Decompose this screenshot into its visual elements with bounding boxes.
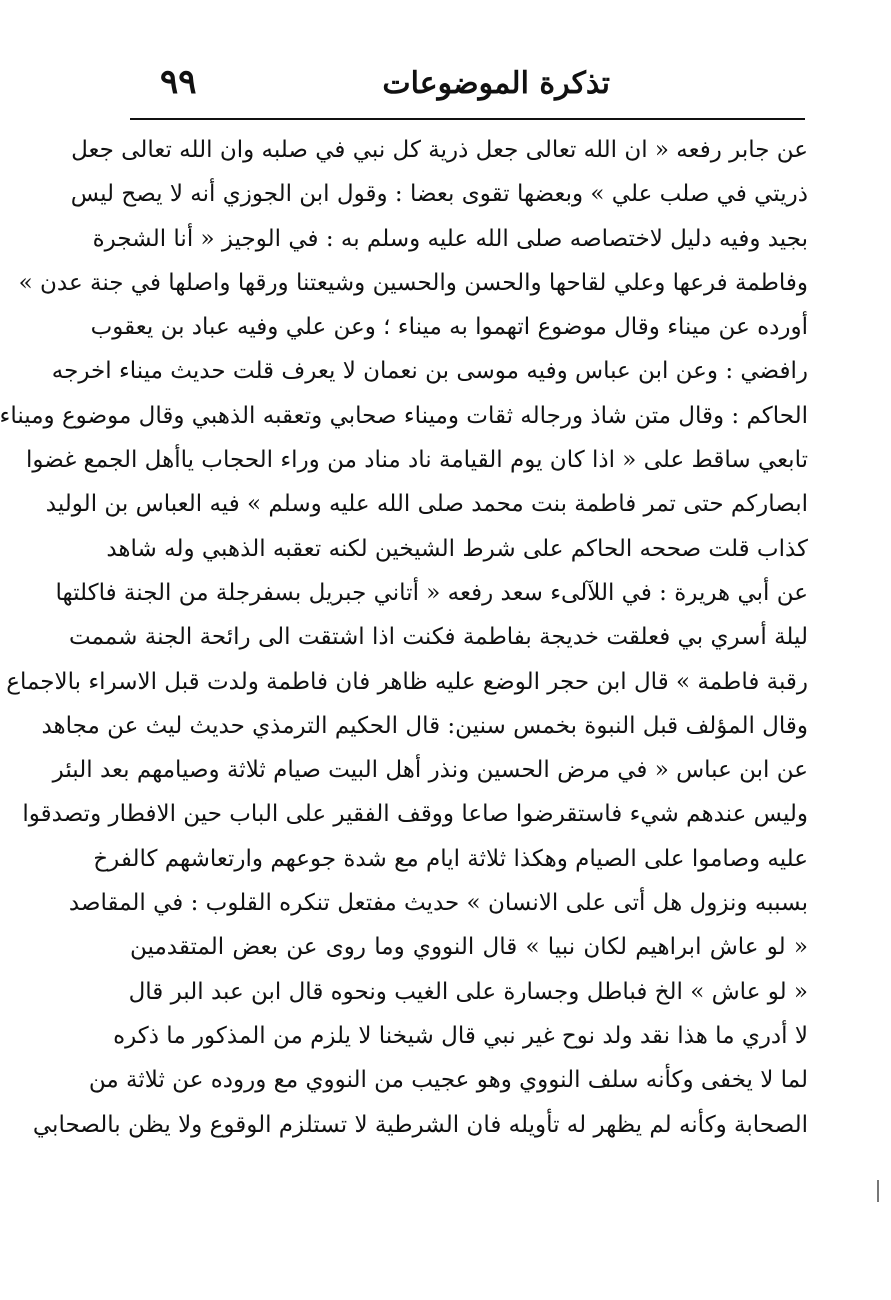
running-title: تذكرة الموضوعات <box>382 66 610 101</box>
text-line: كذاب قلت صححه الحاكم على شرط الشيخين لكنه تعقبه الذهبي وله شاهد <box>106 535 808 562</box>
page-header <box>130 62 810 112</box>
text-line: ذريتي في صلب علي » وبعضها تقوى بعضا : وقول ابن الجوزي أنه لا يصح ليس <box>70 181 808 208</box>
text-line: بجيد وفيه دليل لاختصاصه صلى الله عليه وسلم به : في الوجيز « أنا الشجرة <box>92 225 808 252</box>
text-line: أورده عن ميناء وقال موضوع اتهموا به ميناء ؛ وعن علي وفيه عباد بن يعقوب <box>90 314 808 341</box>
header-divider <box>130 118 805 120</box>
text-line: عن أبي هريرة : في اللآلىء سعد رفعه « أتاني جبريل بسفرجلة من الجنة فاكلتها <box>55 579 808 606</box>
text-line: « لو عاش ابراهيم لكان نبيا » قال النووي وما روى عن بعض المتقدمين <box>130 934 808 961</box>
text-line: وليس عندهم شيء فاستقرضوا صاعا ووقف الفقير على الباب حين الافطار وتصدقوا <box>22 801 808 828</box>
text-line: وقال المؤلف قبل النبوة بخمس سنين: قال الحكيم الترمذي حديث ليث عن مجاهد <box>41 712 808 739</box>
text-line: الصحابة وكأنه لم يظهر له تأويله فان الشرطية لا تستلزم الوقوع ولا يظن بالصحابي <box>32 1111 808 1138</box>
text-line: « لو عاش » الخ فباطل وجسارة على الغيب ونحوه قال ابن عبد البر قال <box>128 978 808 1005</box>
text-line: بسببه ونزول هل أتى على الانسان » حديث مفتعل تنكره القلوب : في المقاصد <box>68 890 808 917</box>
text-line: تابعي ساقط على « اذا كان يوم القيامة ناد مناد من وراء الحجاب ياأهل الجمع غضوا <box>26 447 808 474</box>
text-line: عليه وصاموا على الصيام وهكذا ثلاثة ايام مع شدة جوعهم وارتعاشهم كالفرخ <box>93 845 808 872</box>
text-line: ابصاركم حتى تمر فاطمة بنت محمد صلى الله عليه وسلم » فيه العباس بن الوليد <box>45 491 808 518</box>
text-line: ليلة أسري بي فعلقت خديجة بفاطمة فكنت اذا اشتقت الى رائحة الجنة شممت <box>69 624 808 651</box>
text-line: عن ابن عباس « في مرض الحسين ونذر أهل البيت صيام ثلاثة وصيامهم بعد البئر <box>52 757 808 784</box>
text-line: الحاكم : وقال متن شاذ ورجاله ثقات وميناء صحابي وتعقبه الذهبي وقال موضوع وميناء <box>0 402 808 429</box>
text-line: عن جابر رفعه « ان الله تعالى جعل ذرية كل نبي في صلبه وان الله تعالى جعل <box>71 137 808 163</box>
page-number: ٩٩ <box>160 62 197 102</box>
text-line: رافضي : وعن ابن عباس وفيه موسى بن نعمان لا يعرف قلت حديث ميناء اخرجه <box>51 358 808 385</box>
text-line: رقبة فاطمة » قال ابن حجر الوضع عليه ظاهر فان فاطمة ولدت قبل الاسراء بالاجماع <box>6 668 808 695</box>
text-line: وفاطمة فرعها وعلي لقاحها والحسن والحسين وشيعتنا ورقها واصلها في جنة عدن » <box>18 269 808 296</box>
text-line: لا أدري ما هذا نقد ولد نوح غير نبي قال شيخنا لا يلزم من المذكور ما ذكره <box>113 1022 808 1049</box>
scan-margin-mark <box>877 1180 879 1202</box>
body-text <box>0 128 808 1147</box>
text-line: لما لا يخفى وكأنه سلف النووي وهو عجيب من النووي مع وروده عن ثلاثة من <box>88 1067 808 1094</box>
